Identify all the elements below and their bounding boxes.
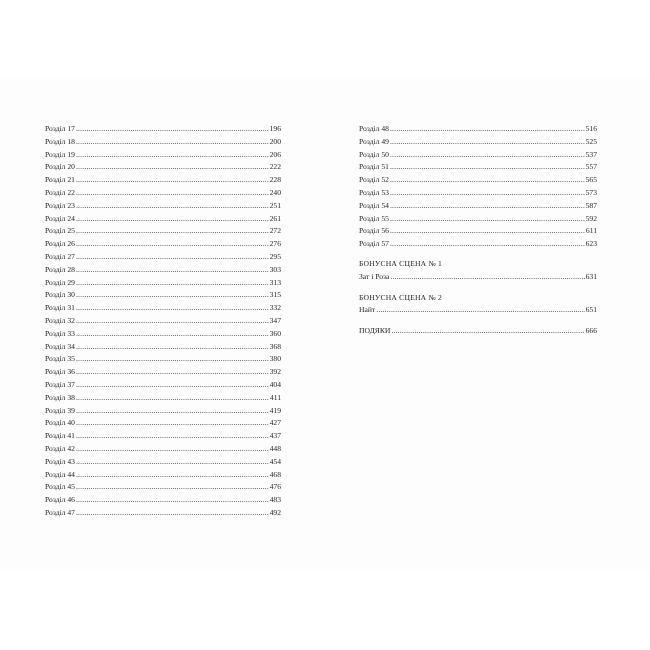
- toc-entry-page: 666: [585, 326, 597, 336]
- leader-dots: [390, 238, 585, 251]
- toc-entry-label: Розділ 23: [45, 200, 75, 210]
- toc-entry-label: Розділ 50: [359, 149, 389, 159]
- toc-entry-label: Найт: [359, 305, 376, 315]
- toc-entry-page: 272: [269, 226, 281, 236]
- toc-entry[interactable]: [45, 353, 281, 366]
- toc-entry[interactable]: [45, 328, 281, 341]
- toc-entry-label: Розділ 20: [45, 162, 75, 172]
- toc-entry-label: Розділ 53: [359, 187, 389, 197]
- toc-entry[interactable]: [359, 213, 597, 226]
- toc-entry-page: 222: [269, 162, 281, 172]
- toc-entry[interactable]: [45, 277, 281, 290]
- toc-entry[interactable]: [45, 251, 281, 264]
- toc-entry-page: 303: [269, 264, 281, 274]
- toc-entry[interactable]: [45, 174, 281, 187]
- toc-entry-label: Розділ 48: [359, 124, 389, 133]
- toc-entry-label: Розділ 35: [45, 354, 75, 364]
- leader-dots: [390, 200, 585, 213]
- toc-entry-label: Розділ 29: [45, 277, 75, 287]
- leader-dots: [76, 225, 269, 238]
- toc-entry-page: 315: [269, 290, 281, 300]
- toc-entry-label: Розділ 21: [45, 175, 75, 185]
- leader-dots: [390, 123, 585, 136]
- toc-entry-label: Розділ 25: [45, 226, 75, 236]
- leader-dots: [76, 136, 269, 149]
- toc-entry-label: Розділ 37: [45, 379, 75, 389]
- toc-entry-label: Розділ 32: [45, 315, 75, 325]
- toc-entry-page: 404: [269, 379, 281, 389]
- toc-entry[interactable]: [45, 341, 281, 354]
- toc-entry[interactable]: [45, 264, 281, 277]
- toc-entry-page: 360: [269, 328, 281, 338]
- toc-entry-label: Розділ 27: [45, 251, 75, 261]
- toc-entry[interactable]: [45, 149, 281, 162]
- toc-entry-label: ПОДЯКИ: [359, 326, 391, 336]
- toc-entry-page: 380: [269, 354, 281, 364]
- toc-entry-label: Розділ 43: [45, 456, 75, 466]
- leader-dots: [76, 289, 269, 302]
- toc-entry[interactable]: [45, 200, 281, 213]
- toc-entry[interactable]: [359, 187, 597, 200]
- toc-entry-label: Розділ 57: [359, 239, 389, 249]
- leader-dots: [390, 161, 585, 174]
- toc-entry[interactable]: [359, 238, 597, 251]
- leader-dots: [76, 430, 269, 443]
- toc-entry[interactable]: [45, 392, 281, 405]
- toc-entry-page: 332: [269, 303, 281, 313]
- toc-entry-label: Розділ 22: [45, 187, 75, 197]
- toc-entry-page: 623: [585, 239, 597, 249]
- toc-entry-label: Розділ 18: [45, 136, 75, 146]
- toc-entry-page: 468: [269, 469, 281, 479]
- leader-dots: [390, 213, 585, 226]
- toc-entry-page: 525: [585, 136, 597, 146]
- toc-entry[interactable]: [45, 123, 281, 136]
- toc-entry[interactable]: [45, 507, 281, 520]
- toc-left-page: [45, 123, 281, 520]
- toc-entry[interactable]: [359, 174, 597, 187]
- toc-entry-label: Розділ 28: [45, 264, 75, 274]
- toc-entry-page: 206: [269, 149, 281, 159]
- toc-entry-label: Розділ 51: [359, 162, 389, 172]
- leader-dots: [76, 251, 269, 264]
- leader-dots: [76, 494, 269, 507]
- toc-entry[interactable]: [45, 405, 281, 418]
- toc-entry-label: Розділ 24: [45, 213, 75, 223]
- toc-entry-label: Розділ 40: [45, 418, 75, 428]
- toc-entry-page: 611: [585, 226, 597, 236]
- toc-entry[interactable]: [359, 136, 597, 149]
- leader-dots: [76, 328, 269, 341]
- toc-entry[interactable]: [45, 161, 281, 174]
- leader-dots: [76, 417, 269, 430]
- toc-entry[interactable]: [45, 379, 281, 392]
- toc-entry[interactable]: [359, 161, 597, 174]
- leader-dots: [391, 325, 584, 338]
- leader-dots: [390, 149, 585, 162]
- toc-entry-page: 228: [269, 175, 281, 185]
- toc-entry[interactable]: [45, 213, 281, 226]
- leader-dots: [390, 225, 585, 238]
- toc-entry-label: Розділ 30: [45, 290, 75, 300]
- leader-dots: [76, 469, 269, 482]
- toc-entry[interactable]: [45, 302, 281, 315]
- toc-entry-label: Розділ 19: [45, 149, 75, 159]
- toc-entry[interactable]: [359, 149, 597, 162]
- toc-entry-page: 587: [585, 200, 597, 210]
- toc-entry-label: Розділ 33: [45, 328, 75, 338]
- leader-dots: [76, 507, 269, 520]
- leader-dots: [76, 379, 269, 392]
- bonus-scene-2-heading: БОНУСНА СЦЕНА № 2: [359, 292, 442, 302]
- toc-entry[interactable]: [45, 315, 281, 328]
- leader-dots: [76, 443, 269, 456]
- leader-dots: [76, 315, 269, 328]
- toc-entry-page: 454: [269, 456, 281, 466]
- leader-dots: [376, 304, 584, 317]
- toc-chapter-list: [359, 123, 597, 251]
- toc-entry-page: 592: [585, 213, 597, 223]
- toc-entry[interactable]: [45, 225, 281, 238]
- leader-dots: [76, 353, 269, 366]
- toc-entry[interactable]: [45, 443, 281, 456]
- leader-dots: [76, 264, 269, 277]
- toc-entry-page: 427: [269, 418, 281, 428]
- toc-entry-label: Зат і Роза: [359, 271, 390, 281]
- toc-entry-label: Розділ 44: [45, 469, 75, 479]
- toc-entry[interactable]: [45, 289, 281, 302]
- toc-entry-page: 437: [269, 431, 281, 441]
- leader-dots: [76, 149, 269, 162]
- leader-dots: [76, 481, 269, 494]
- leader-dots: [390, 271, 584, 284]
- toc-entry-page: 295: [269, 251, 281, 261]
- leader-dots: [390, 187, 585, 200]
- leader-dots: [390, 174, 585, 187]
- toc-right-page: [359, 123, 597, 338]
- leader-dots: [76, 200, 269, 213]
- leader-dots: [76, 366, 269, 379]
- toc-entry-acknowledgements[interactable]: [359, 325, 597, 338]
- toc-entry[interactable]: [45, 430, 281, 443]
- toc-entry-page: 276: [269, 239, 281, 249]
- toc-entry-page: 240: [269, 187, 281, 197]
- leader-dots: [390, 136, 585, 149]
- toc-entry-page: 347: [269, 315, 281, 325]
- toc-entry-label: Розділ 39: [45, 405, 75, 415]
- toc-entry[interactable]: [359, 200, 597, 213]
- toc-entry-page: 196: [269, 124, 281, 133]
- toc-entry-label: Розділ 42: [45, 443, 75, 453]
- leader-dots: [76, 238, 269, 251]
- toc-entry-page: 492: [269, 507, 281, 517]
- toc-entry[interactable]: [45, 481, 281, 494]
- toc-entry[interactable]: [45, 366, 281, 379]
- toc-entry-label: Розділ 34: [45, 341, 75, 351]
- toc-entry-page: 313: [269, 277, 281, 287]
- toc-entry[interactable]: [45, 494, 281, 507]
- toc-entry-bonus-2[interactable]: [359, 304, 597, 317]
- toc-entry-label: Розділ 31: [45, 303, 75, 313]
- toc-entry[interactable]: [45, 456, 281, 469]
- toc-entry-label: Розділ 52: [359, 175, 389, 185]
- toc-entry-label: Розділ 49: [359, 136, 389, 146]
- toc-entry-page: 411: [269, 392, 281, 402]
- leader-dots: [76, 392, 269, 405]
- toc-entry[interactable]: [45, 417, 281, 430]
- toc-entry-page: 483: [269, 495, 281, 505]
- toc-entry-page: 631: [585, 271, 597, 281]
- leader-dots: [76, 277, 269, 290]
- toc-entry-label: Розділ 36: [45, 367, 75, 377]
- toc-entry-page: 573: [585, 187, 597, 197]
- toc-entry[interactable]: [359, 225, 597, 238]
- toc-entry-label: Розділ 26: [45, 239, 75, 249]
- leader-dots: [76, 174, 269, 187]
- leader-dots: [76, 123, 269, 136]
- toc-entry-label: Розділ 45: [45, 482, 75, 492]
- leader-dots: [76, 161, 269, 174]
- toc-entry-page: 419: [269, 405, 281, 415]
- leader-dots: [76, 213, 269, 226]
- toc-entry-page: 261: [269, 213, 281, 223]
- toc-entry-label: Розділ 55: [359, 213, 389, 223]
- toc-entry-label: Розділ 47: [45, 507, 75, 517]
- toc-entry[interactable]: [45, 187, 281, 200]
- toc-entry[interactable]: [359, 123, 597, 136]
- bonus-scene-1-heading: БОНУСНА СЦЕНА № 1: [359, 258, 442, 268]
- toc-entry[interactable]: [45, 238, 281, 251]
- toc-entry[interactable]: [45, 469, 281, 482]
- toc-entry-page: 557: [585, 162, 597, 172]
- toc-entry-label: Розділ 56: [359, 226, 389, 236]
- toc-entry-label: Розділ 46: [45, 495, 75, 505]
- toc-entry-page: 368: [269, 341, 281, 351]
- toc-entry-page: 565: [585, 175, 597, 185]
- toc-entry-page: 516: [585, 124, 597, 133]
- toc-entry-page: 651: [585, 305, 597, 315]
- toc-entry-label: Розділ 38: [45, 392, 75, 402]
- toc-entry-label: Розділ 54: [359, 200, 389, 210]
- leader-dots: [76, 187, 269, 200]
- leader-dots: [76, 405, 269, 418]
- toc-entry[interactable]: [45, 136, 281, 149]
- toc-entry-label: Розділ 17: [45, 124, 75, 133]
- toc-entry-page: 537: [585, 149, 597, 159]
- leader-dots: [76, 302, 269, 315]
- toc-entry-page: 448: [269, 443, 281, 453]
- toc-entry-page: 200: [269, 136, 281, 146]
- toc-entry-page: 476: [269, 482, 281, 492]
- leader-dots: [76, 456, 269, 469]
- toc-entry-bonus-1[interactable]: [359, 271, 597, 284]
- toc-entry-label: Розділ 41: [45, 431, 75, 441]
- toc-entry-page: 251: [269, 200, 281, 210]
- toc-entry-page: 392: [269, 367, 281, 377]
- leader-dots: [76, 341, 269, 354]
